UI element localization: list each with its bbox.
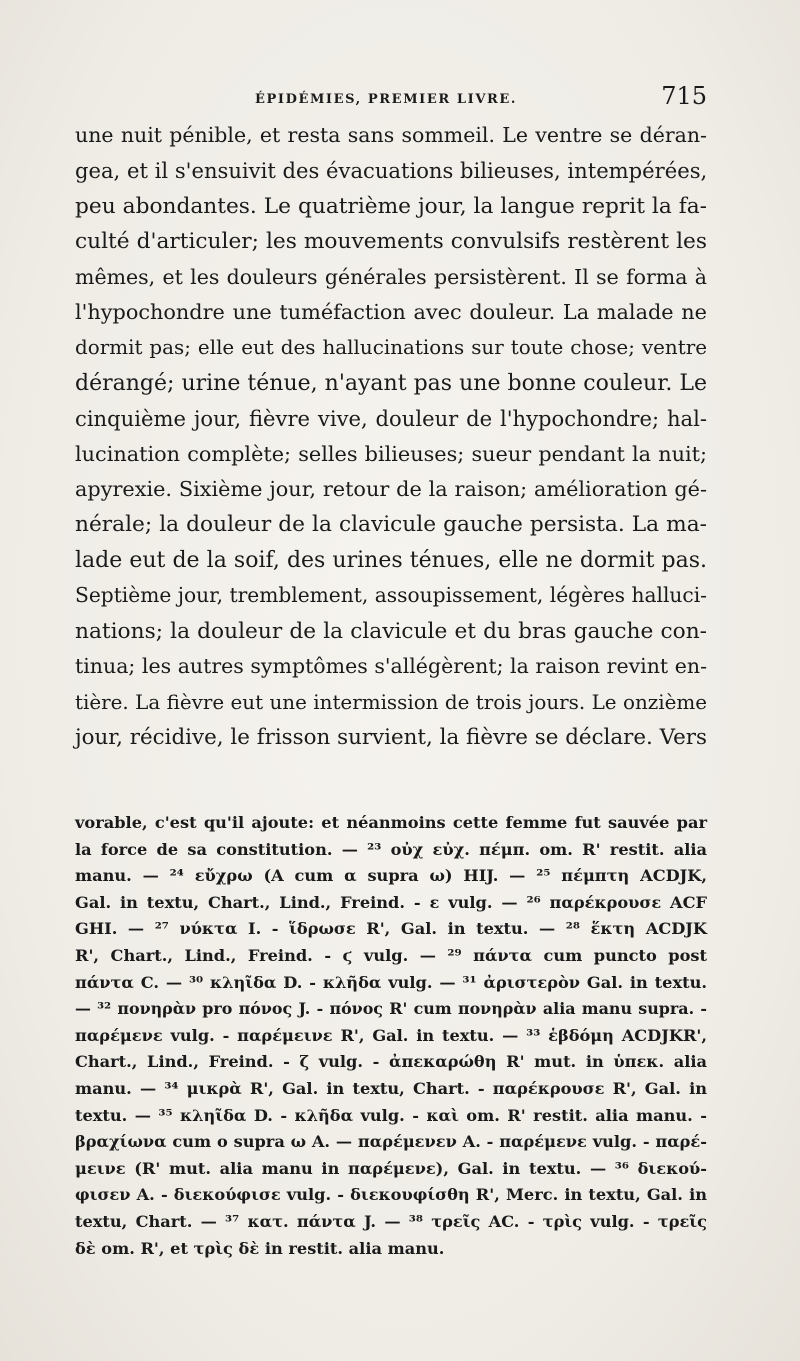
main-line: tinua; les autres symptômes s'allégèrent; la raison revint en- xyxy=(75,654,707,679)
main-line: apyrexie. Sixième jour, retour de la raison; amélioration gé- xyxy=(75,477,707,502)
main-line: culté d'articuler; les mouvements convulsifs restèrent les xyxy=(75,229,707,255)
footnote-line: πάντα C. — ³⁰ κληῖδα D. - κλῆδα vulg. — ³¹ ἀριστερὸν Gal. in textu. xyxy=(75,972,707,992)
footnotes xyxy=(75,810,707,1262)
main-line: dormit pas; elle eut des hallucinations sur toute chose; ventre xyxy=(75,336,707,360)
main-line: Septième jour, tremblement, assoupissement, légères halluci- xyxy=(75,583,707,608)
footnote-line: Chart., Lind., Freind. - ζ vulg. - ἀπεκαρώθη R' mut. in ὑπεκ. alia xyxy=(75,1052,707,1072)
main-text xyxy=(75,118,707,755)
footnote-line: δὲ om. R', et τρὶς δὲ in restit. alia manu. xyxy=(75,1238,445,1258)
main-line: une nuit pénible, et resta sans sommeil. Le ventre se déran- xyxy=(75,123,707,147)
footnote-line: la force de sa constitution. — ²³ οὐχ εὐχ. πέμπ. om. R' restit. alia xyxy=(75,839,707,859)
footnote-line: textu, Chart. — ³⁷ κατ. πάντα J. — ³⁸ τρεῖς AC. - τρὶς vulg. - τρεῖς xyxy=(75,1211,707,1231)
footnote-line: GHI. — ²⁷ νύκτα I. - ἵδρωσε R', Gal. in textu. — ²⁸ ἕκτη ACDJK xyxy=(75,919,707,939)
page-number: 715 xyxy=(661,82,707,110)
main-line: cinquième jour, fièvre vive, douleur de l'hypochondre; hal- xyxy=(75,406,707,432)
main-line: lucination complète; selles bilieuses; sueur pendant la nuit; xyxy=(75,441,707,466)
footnote-line: manu. — ²⁴ εὔχρω (A cum α supra ω) HIJ. — ²⁵ πέμπτη ACDJK, xyxy=(75,866,707,886)
main-line: l'hypochondre une tuméfaction avec douleur. La malade ne xyxy=(75,300,707,325)
main-line: nérale; la douleur de la clavicule gauche persista. La ma- xyxy=(75,512,707,538)
main-line: gea, et il s'ensuivit des évacuations bilieuses, intempérées, xyxy=(75,158,708,184)
footnote-line: textu. — ³⁵ κληῖδα D. - κλῆδα vulg. - καὶ om. R' restit. alia manu. - xyxy=(75,1105,707,1125)
main-line: tière. La fièvre eut une intermission de trois jours. Le onzième xyxy=(75,690,707,714)
footnote-line: μεινε (R' mut. alia manu in παρέμενε), Gal. in textu. — ³⁶ διεκού- xyxy=(75,1158,707,1178)
main-line: lade eut de la soif, des urines ténues, elle ne dormit pas. xyxy=(75,547,707,573)
running-title: ÉPIDÉMIES, PREMIER LIVRE. xyxy=(255,92,518,107)
main-line: peu abondantes. Le quatrième jour, la langue reprit la fa- xyxy=(75,193,707,219)
main-line: dérangé; urine ténue, n'ayant pas une bonne couleur. Le xyxy=(75,370,707,396)
main-line: jour, récidive, le frisson survient, la fièvre se déclare. Vers xyxy=(75,724,707,750)
footnote-line: — ³² πονηρὰν pro πόνος J. - πόνος R' cum πονηρὰν alia manu supra. - xyxy=(75,999,707,1019)
footnote-line: Gal. in textu, Chart., Lind., Freind. - ε vulg. — ²⁶ παρέκρουσε ACF xyxy=(75,892,707,912)
footnote-line: φισεν A. - διεκούφισε vulg. - διεκουφίσθη R', Merc. in textu, Gal. in xyxy=(75,1185,707,1205)
main-line: mêmes, et les douleurs générales persistèrent. Il se forma à xyxy=(75,264,707,289)
footnote-line: παρέμενε vulg. - παρέμεινε R', Gal. in textu. — ³³ ἑβδόμη ACDJKR', xyxy=(75,1025,707,1045)
footnote-line: vorable, c'est qu'il ajoute: et néanmoins cette femme fut sauvée par xyxy=(75,813,707,832)
running-header xyxy=(75,82,707,116)
footnote-line: βραχίωνα cum ο supra ω A. — παρέμενεν A. - παρέμενε vulg. - παρέ- xyxy=(75,1132,707,1152)
main-line: nations; la douleur de la clavicule et du bras gauche con- xyxy=(75,618,707,644)
footnote-line: manu. — ³⁴ μικρὰ R', Gal. in textu, Chart. - παρέκρουσε R', Gal. in xyxy=(75,1078,707,1098)
footnote-line: R', Chart., Lind., Freind. - ϛ vulg. — ²⁹ πάντα cum puncto post xyxy=(75,945,707,965)
